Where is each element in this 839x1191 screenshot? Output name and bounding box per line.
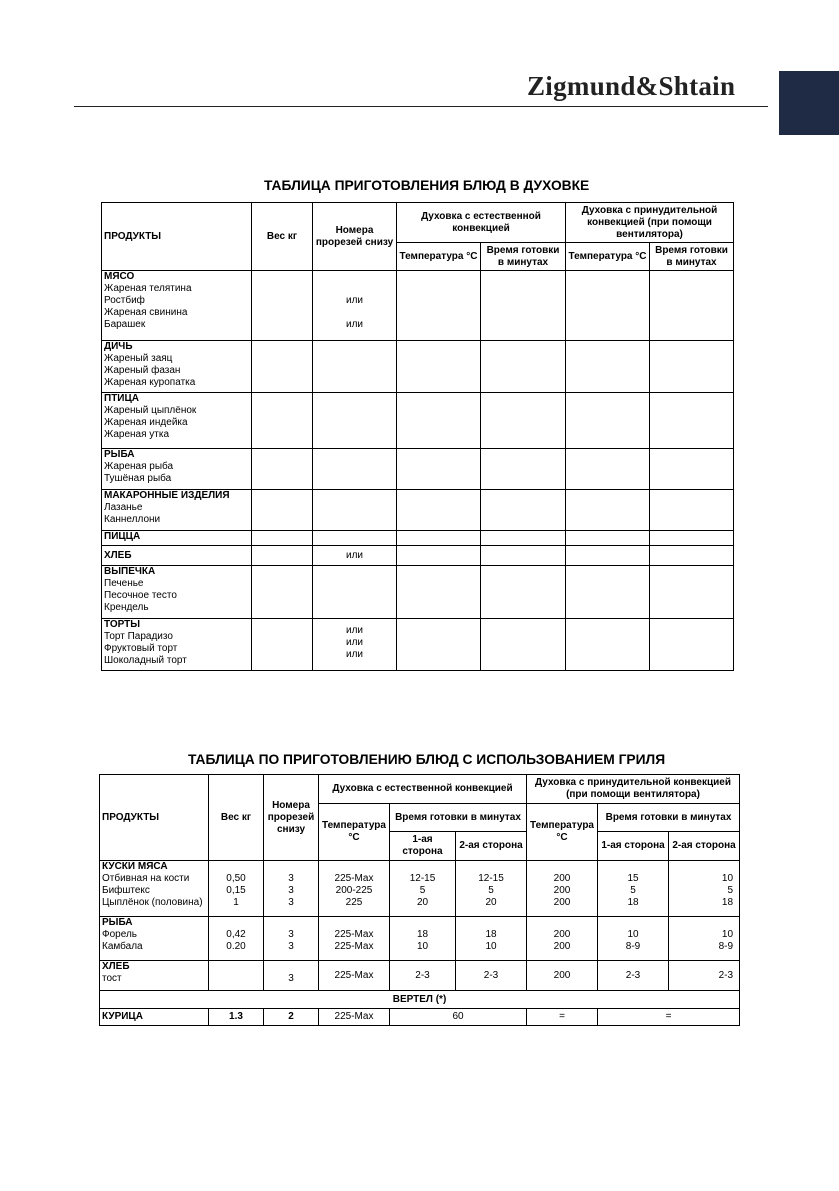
category-label: ТОРТЫ — [104, 619, 141, 630]
chicken-time-natural: 60 — [390, 1009, 527, 1026]
temp-value: 200-225 — [335, 885, 373, 896]
oven-header-temp-forced: Температура °С — [566, 243, 650, 271]
product-cell — [102, 619, 252, 671]
chicken-temp-natural: 225-Max — [319, 1009, 390, 1026]
product-cell — [102, 546, 252, 566]
time-value: 8-9 — [718, 941, 734, 952]
category-label: ДИЧЬ — [104, 341, 133, 352]
product-cell — [102, 393, 252, 449]
time-value: 8-9 — [625, 941, 641, 952]
product-item: Песочное тесто — [104, 590, 177, 601]
category-label: ПИЦЦА — [104, 531, 141, 542]
temp-value: 200 — [553, 873, 571, 884]
oven-table-title: ТАБЛИЦА ПРИГОТОВЛЕНИЯ БЛЮД В ДУХОВКЕ — [264, 178, 590, 193]
product-item: Жареная куропатка — [104, 377, 196, 388]
category-label: ХЛЕБ — [102, 961, 130, 972]
time-value: 5 — [419, 885, 426, 896]
oven-header-time-forced: Время готовки в минутах — [650, 243, 734, 271]
oven-header-time-natural: Время готовки в минутах — [481, 243, 566, 271]
product-item: Лазанье — [104, 502, 143, 513]
chicken-temp-forced: = — [527, 1009, 598, 1026]
time-value: 12-15 — [409, 873, 436, 884]
time-value: 2-3 — [598, 961, 669, 991]
product-item: Жареный заяц — [104, 353, 173, 364]
time-value: 10 — [721, 873, 734, 884]
product-cell — [100, 861, 209, 917]
product-item: Жареный фазан — [104, 365, 181, 376]
time-value: 18 — [721, 897, 734, 908]
product-cell — [100, 961, 209, 991]
category-label: РЫБА — [102, 917, 133, 928]
oven-header-forced: Духовка с принудительной конвекцией (при помощи вентилятора) — [566, 203, 734, 243]
product-item: тост — [102, 973, 122, 984]
time-value: 5 — [727, 885, 734, 896]
time-value: 5 — [630, 885, 636, 896]
oven-row-fish — [102, 449, 734, 490]
product-item: Жареный цыплёнок — [104, 405, 197, 416]
product-item: Тушёная рыба — [104, 473, 172, 484]
product-cell — [102, 449, 252, 490]
product-item: Ростбиф — [104, 295, 145, 306]
grill-header-side2-natural: 2-ая сторона — [456, 832, 527, 861]
slot-value: 3 — [288, 873, 294, 884]
temp-value: 225-Max — [334, 929, 374, 940]
grill-header-time-natural: Время готовки в минутах — [390, 804, 527, 832]
time-value: 18 — [627, 897, 639, 908]
oven-row-cakes — [102, 619, 734, 671]
product-item: Жареная индейка — [104, 417, 188, 428]
slot-value: или — [345, 625, 363, 636]
oven-row-poultry — [102, 393, 734, 449]
temp-value: 200 — [553, 885, 571, 896]
grill-header-forced: Духовка с принудительной конвекцией (при помощи вентилятора) — [527, 775, 740, 804]
category-label: ПТИЦА — [104, 393, 140, 404]
oven-row-meat — [102, 271, 734, 341]
grill-row-fish — [100, 917, 740, 961]
oven-row-bread — [102, 546, 734, 566]
side-tab — [779, 71, 839, 135]
time-value: 18 — [485, 929, 497, 940]
slots-cell — [313, 546, 397, 566]
grill-table-title: ТАБЛИЦА ПО ПРИГОТОВЛЕНИЮ БЛЮД С ИСПОЛЬЗОВАНИЕМ ГРИЛЯ — [188, 752, 666, 767]
grill-header-slots: Номера прорезей снизу — [264, 775, 319, 861]
grill-header-side1-natural: 1-ая сторона — [390, 832, 456, 861]
slot-value: 3 — [288, 929, 294, 940]
slot-value: 3 — [288, 885, 294, 896]
product-cell — [102, 271, 252, 341]
time-value: 20 — [485, 897, 497, 908]
category-label: ВЫПЕЧКА — [104, 566, 156, 577]
time-value: 10 — [485, 941, 497, 952]
temp-value: 200 — [553, 929, 571, 940]
time-value: 20 — [416, 897, 429, 908]
grill-table — [99, 774, 740, 1026]
grill-header-weight: Вес кг — [209, 775, 264, 861]
product-item: Шоколадный торт — [104, 655, 187, 666]
slot-value: 3 — [288, 973, 294, 984]
category-label: МЯСО — [104, 271, 135, 282]
slots-cell — [313, 271, 397, 341]
temp-value: 200 — [553, 941, 571, 952]
grill-header-products: ПРОДУКТЫ — [100, 775, 209, 861]
slot-value: или — [345, 649, 363, 660]
oven-row-pizza — [102, 531, 734, 546]
slots-cell — [313, 619, 397, 671]
grill-row-meat — [100, 861, 740, 917]
oven-header-natural: Духовка с естественной конвекцией — [397, 203, 566, 243]
time-value: 2-3 — [390, 961, 456, 991]
product-item: Камбала — [102, 941, 143, 952]
temp-value: 200 — [553, 897, 571, 908]
product-item: Торт Парадизо — [104, 631, 173, 642]
oven-row-pastry — [102, 566, 734, 619]
oven-header-products: ПРОДУКТЫ — [102, 203, 252, 271]
time-value: 12-15 — [478, 873, 504, 884]
product-item: Фруктовый торт — [104, 643, 178, 654]
brand-logo: Zigmund&Shtain — [527, 71, 736, 101]
chicken-time-forced: = — [598, 1009, 740, 1026]
weight-value: 1 — [233, 897, 239, 908]
grill-header-side2-forced: 2-ая сторона — [669, 832, 740, 861]
product-item: Отбивная на кости — [102, 873, 190, 884]
product-item: Жареная утка — [104, 429, 170, 440]
temp-value: 225-Max — [334, 873, 374, 884]
product-item: Печенье — [104, 578, 144, 589]
category-label: ХЛЕБ — [104, 549, 132, 561]
oven-row-pasta — [102, 490, 734, 531]
product-cell — [102, 566, 252, 619]
product-item: Барашек — [104, 319, 146, 330]
slot-value: или — [345, 637, 363, 648]
slot-value: или — [345, 295, 363, 306]
oven-header-temp-natural: Температура °С — [397, 243, 481, 271]
spit-label: ВЕРТЕЛ (*) — [100, 991, 740, 1009]
time-value: 10 — [721, 929, 734, 940]
category-label: МАКАРОННЫЕ ИЗДЕЛИЯ — [104, 490, 230, 501]
chicken-weight: 1.3 — [209, 1009, 264, 1026]
weight-value: 0,50 — [226, 873, 246, 884]
slot-value: 3 — [288, 897, 294, 908]
grill-header-time-forced: Время готовки в минутах — [598, 804, 740, 832]
product-cell — [102, 531, 252, 546]
temp-value: 225-Max — [334, 941, 374, 952]
temp-value: 225 — [345, 897, 363, 908]
time-value: 10 — [416, 941, 429, 952]
product-item: Бифштекс — [102, 885, 150, 896]
grill-header-temp-natural: Температура °С — [319, 804, 390, 861]
header-divider — [74, 106, 768, 107]
slot-value: или — [345, 319, 363, 330]
oven-table — [101, 202, 734, 671]
grill-row-bread — [100, 961, 740, 991]
category-label: РЫБА — [104, 449, 135, 460]
temp-value: 225-Max — [319, 961, 390, 991]
grill-row-spit — [100, 991, 740, 1009]
oven-header-slots: Номера прорезей снизу — [313, 203, 397, 271]
time-value: 18 — [416, 929, 429, 940]
time-value: 5 — [488, 885, 494, 896]
product-item: Каннеллони — [104, 514, 161, 525]
temp-value: 200 — [527, 961, 598, 991]
grill-header-side1-forced: 1-ая сторона — [598, 832, 669, 861]
product-item: Жареная свинина — [104, 307, 188, 318]
time-value: 15 — [627, 873, 639, 884]
product-item: Цыплёнок (половина) — [102, 897, 203, 908]
weight-value: 0,15 — [226, 885, 246, 896]
category-label: КУСКИ МЯСА — [102, 861, 168, 872]
oven-row-game — [102, 341, 734, 393]
product-cell — [102, 341, 252, 393]
product-item: Жареная телятина — [104, 283, 192, 294]
chicken-slot: 2 — [264, 1009, 319, 1026]
product-item: Форель — [102, 929, 137, 940]
weight-value: 0,42 — [226, 929, 246, 940]
slot-value: 3 — [288, 941, 294, 952]
slot-value: или — [345, 549, 363, 561]
chicken-name: КУРИЦА — [100, 1009, 209, 1026]
time-value: 10 — [627, 929, 639, 940]
time-value: 2-3 — [669, 961, 740, 991]
product-cell — [102, 490, 252, 531]
weight-value — [209, 961, 264, 991]
grill-header-temp-forced: Температура °С — [527, 804, 598, 861]
grill-header-natural: Духовка с естественной конвекцией — [319, 775, 527, 804]
product-cell — [100, 917, 209, 961]
weight-value: 0.20 — [226, 941, 246, 952]
product-item: Крендель — [104, 602, 149, 613]
product-item: Жареная рыба — [104, 461, 174, 472]
grill-row-chicken — [100, 1009, 740, 1026]
time-value: 2-3 — [456, 961, 527, 991]
oven-header-weight: Вес кг — [252, 203, 313, 271]
